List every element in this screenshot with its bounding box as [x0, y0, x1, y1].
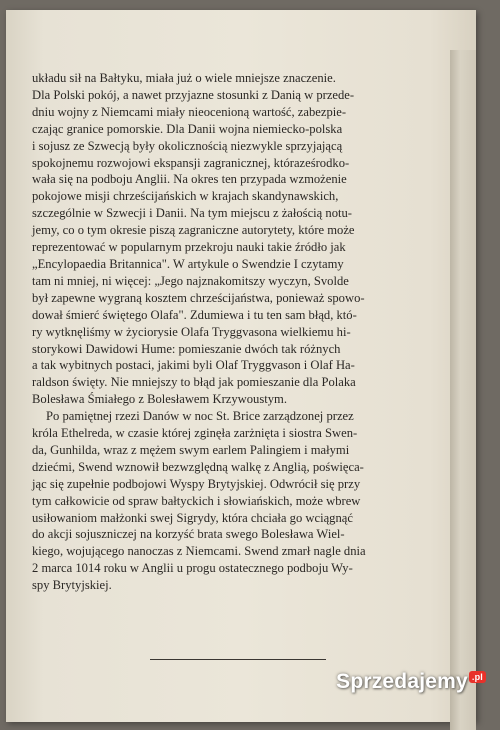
text-line: raldson święty. Nie mniejszy to błąd jak pomieszanie dla Polaka: [32, 375, 356, 390]
text-line: tam ni mniej, ni więcej: „Jego najznakomitszy wyczyn, Svolde: [32, 273, 349, 288]
text-line: Dla Polski pokój, a nawet przyjazne stosunki z Danią w przede-: [32, 87, 355, 102]
text-line: dował śmierć świętego Olafa". Zdumiewa i tu ten sam błąd, któ-: [32, 307, 357, 322]
text-line: Bolesława Śmiałego z Bolesławem Krzywoustym.: [32, 392, 287, 407]
text-line: da, Gunhilda, wraz z mężem swym earlem Palingiem i małymi: [32, 442, 350, 457]
text-line: był zapewne wygraną kosztem chrześcijaństwa, ponieważ spowo-: [32, 290, 365, 305]
text-line: dniu wojny z Niemcami miały nieocenioną wartość, zabezpie-: [32, 104, 347, 119]
text-line: i sojusz ze Szwecją były okolicznością niezwykle sprzyjającą: [32, 138, 343, 153]
text-line: spokojnemu rozwojowi ekspansji zagranicznej, któraześrodko-: [32, 155, 350, 170]
text-line: a tak wybitnych postaci, jakimi byli Olaf Tryggvason i Olaf Ha-: [32, 358, 355, 373]
watermark-text: Sprzedajemy: [336, 670, 468, 693]
text-line: 2 marca 1014 roku w Anglii u progu ostatecznego podboju Wy-: [32, 561, 353, 576]
text-line: do akcji sojuszniczej na korzyść brata swego Bolesława Wiel-: [32, 527, 345, 542]
text-line: układu sił na Bałtyku, miała już o wiele mniejsze znaczenie.: [32, 71, 336, 85]
text-line: tym całkowicie od spraw bałtyckich i słowiańskich, może wbrew: [32, 493, 361, 508]
text-line: dziećmi, Swend wznowił bezwzględną walkę z Anglią, poświęca-: [32, 459, 364, 474]
text-line: storykowi Dawidowi Hume: pomieszanie dwóch tak różnych: [32, 341, 341, 356]
text-line: „Encylopaedia Britannica". W artykule o Swendzie I czytamy: [32, 256, 344, 271]
text-line: jąc się zupełnie podbojowi Wyspy Brytyjskiej. Odwrócił się przy: [32, 476, 361, 491]
text-line: spy Brytyjskiej.: [32, 578, 112, 593]
section-divider: [150, 659, 326, 660]
watermark-badge: .pl: [469, 671, 486, 683]
text-line: ry wytknęliśmy w życiorysie Olafa Tryggvasona wielkiemu hi-: [32, 324, 351, 339]
text-line: pokojowe misji chrześcijańskich w krajach skandynawskich,: [32, 189, 339, 204]
text-line: wała się na podboju Anglii. Na okres ten przypada wzmożenie: [32, 172, 347, 187]
text-line: czając granice pomorskie. Dla Danii wojna niemiecko-polska: [32, 121, 343, 136]
text-line: szczególnie w Szwecji i Danii. Na tym miejscu z żałością notu-: [32, 206, 352, 221]
text-line: jemy, co o tym okresie piszą zagraniczne autorytety, które może: [32, 223, 355, 238]
text-line: usiłowaniom małżonki swej Sigrydy, która chciała go wciągnąć: [32, 510, 353, 525]
page-text: [32, 70, 456, 594]
text-line: kiego, wojującego nanoczas z Niemcami. Swend zmarł nagle dnia: [32, 544, 366, 559]
watermark-logo: [336, 670, 486, 694]
text-line: króla Ethelreda, w czasie której zginęła zarżnięta i siostra Swen-: [32, 426, 358, 441]
paragraph-start-line: Po pamiętnej rzezi Danów w noc St. Brice zarządzonej przez: [46, 409, 354, 424]
text-line: reprezentować w popularnym przekroju nauki takie źródło jak: [32, 240, 346, 255]
